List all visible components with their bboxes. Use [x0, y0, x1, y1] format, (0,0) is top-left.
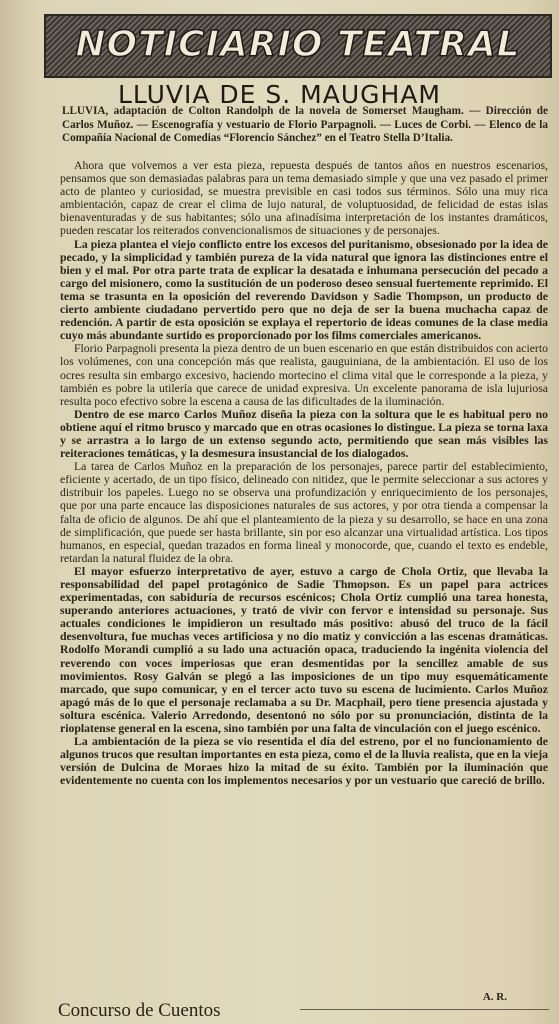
paragraph: Dentro de ese marco Carlos Muñoz diseña la pieza con la soltura que le es habitual pero no obtiene aquí el ritmo brusco y marcado que en otras ocasiones lo distingue. La pieza se torna laxa y se arrastra a lo largo de un extenso segundo acto, permitiendo que sean más visibles las reiteraciones temáticas, y la desmesura insustancial de los dialogados.	[60, 407, 548, 461]
paragraph: La tarea de Carlos Muñoz en la preparación de los personajes, parece partir del establecimiento, eficiente y acertado, de un tipo físico, delineado con nitidez, que le permite seleccionar a sus actores y distribuir los papeles. Luego no se observa una profundización y enriquecimiento de los personajes, que por una parte encauce las disposiciones naturales de sus actores, y por otra tienda a compensar la falta de oficio de algunos. De ahí que el planteamiento de la pieza y su desarrollo, se hace en una zona de simplificación, que puede ser hasta brillante, sin por eso alcanzar una virtualidad artística. Los tipos humanos, en especial, quedan trazados en forma lineal y monocorde, que, cuando el texto es endeble, retardan la natural fluidez de la obra.	[60, 460, 548, 565]
section-banner	[44, 14, 552, 78]
paragraph: El mayor esfuerzo interpretativo de ayer, estuvo a cargo de Chola Ortiz, que llevaba la responsabilidad del papel protagónico de Sadie Thmopson. Es un papel para actrices experimentadas, con sabiduría de recursos escénicos; Chola Ortiz cumplió una tarea honesta, superando anteriores actuaciones, y trató de vivir con fervor e intensidad su personaje. Sus actuales condiciones le impidieron un resultado más positivo: abusó del truco de la fácil desenvoltura, fue muchas veces artificiosa y no dio matiz y convicción a las escenas dramáticas. Rodolfo Morandi cumplió a su lado una actuación opaca, traduciendo la ingénita violencia del reverendo con voces imperiosas que eran desmentidas por la sencillez amable de sus movimientos. Rosy Galván se plegó a las imposiciones de un tipo muy esquemáticamente marcado, que supo comunicar, y en el tercer acto tuvo su escena de lucimiento. Carlos Muñoz apagó más de lo que el personaje reclamaba a su Dr. Macphail, pero tiene presencia ajustada y soltura escénica. Valerio Arredondo, desentonó no sólo por su pronunciación, distinta de la rioplatense general en la escena, sino también por una falta de vinculación con el juego escénico.	[60, 564, 548, 736]
paragraph: Ahora que volvemos a ver esta pieza, repuesta después de tantos años en nuestros escenarios, pensamos que son demasiadas palabras para un tema demasiado simple y que una vez pasado el primer acto de planteo y curiosidad, se muestra previsible en casi todos sus términos. Sólo una muy rica ambientación, capaz de crear el clima de lujo natural, de voluptuosidad, de felicidad de estas islas bienaventuradas y de sus habitantes; sólo una afinadísima interpretación de los instantes dramáticos, pueden rescatar los reiterados convencionalismos de situaciones y de personajes.	[60, 159, 548, 238]
next-article-heading: Concurso de Cuentos	[58, 1000, 221, 1021]
article-credits: LLUVIA, adaptación de Colton Randolph de la novela de Somerset Maugham. — Dirección de Carlos Muñoz. — Escenografía y vestuario de Florio Parpagnoli. — Luces de Corbi. — Elenco de la Compañía Nacional de Comedias “Florencio Sánchez” en el Teatro Stella D’Italia.	[62, 105, 548, 145]
section-banner-text: NOTICIARIO TEATRAL	[75, 24, 521, 65]
article-title: LLUVIA DE S. MAUGHAM	[117, 80, 441, 109]
column-rule	[300, 1009, 549, 1010]
article-body	[60, 159, 548, 788]
paragraph: Florio Parpagnoli presenta la pieza dentro de un buen escenario en que están distribuidos con acierto los volúmenes, con una concepción más que realista, gauguiniana, de la ambientación. El uso de los ocres resulta sin embargo excesivo, haciendo mortecino el clima vital que le corresponde a la pieza, y también es pobre la utilería que carece de unidad expresiva. Un excelente panorama de isla lujuriosa resulta poco efectivo sobre la escena a causa de las dificultades de la iluminación.	[60, 342, 548, 408]
paragraph: La ambientación de la pieza se vio resentida el día del estreno, por el no funcionamiento de algunos trucos que resultan importantes en esta pieza, como el de la lluvia realista, que en la vieja versión de Dulcina de Moraes hizo la mitad de su éxito. También por la iluminación que evidentemente no cuenta con los implementos necesarios y por un vestuario que careció de brillo.	[60, 735, 548, 788]
author-signature: A. R.	[482, 991, 507, 1003]
paragraph: La pieza plantea el viejo conflicto entre los excesos del puritanismo, obsesionado por la idea de pecado, y la simplicidad y también pureza de la vida natural que ignora las distinciones entre el bien y el mal. Por otra parte trata de explicar la desatada e inhumana persecución del pecado a cargo del misionero, como la sustitución de un poderoso deseo sensual fuertemente reprimido. El tema se trasunta en la oposición del reverendo Davidson y Sadie Thompson, un producto de cierto ambiente ciudadano pervertido pero que no deja de ser la buena muchacha capaz de redención. A partir de esta oposición se explaya el repertorio de ideas comunes de la clase media cuyo más abundante surtido es proporcionado por los films comerciales americanos.	[60, 237, 548, 343]
